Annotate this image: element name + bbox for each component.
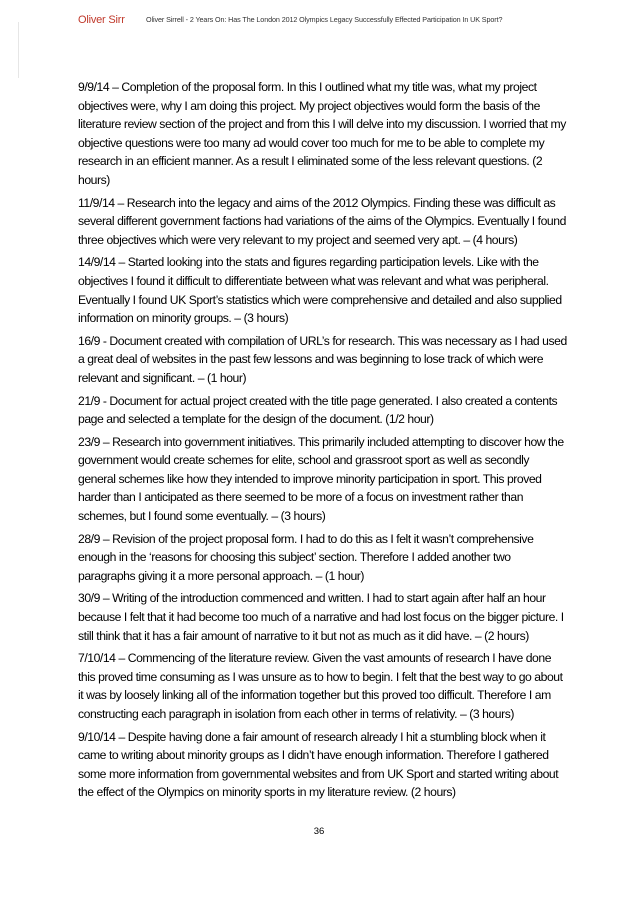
diary-log	[78, 78, 568, 806]
page-edge-line	[18, 22, 19, 78]
log-entry-6: 23/9 – Research into government initiatives. This primarily included attempting to discover how the government would create schemes for elite, school and grassroot sport as well as secondly general schemes like how they intended to improve minority participation in sport. This proved harder than I anticipated as there seemed to be more of a focus on investment rather than schemes, but I found some eventually. – (3 hours)	[78, 434, 564, 524]
log-entry-5: 21/9 - Document for actual project created with the title page generated. I also created a contents page and selected a template for the design of the document. (1/2 hour)	[78, 393, 558, 427]
log-entry-1: 9/9/14 – Completion of the proposal form. In this I outlined what my title was, what my project objectives were, why I am doing this project. My project objectives would form the basis of the literature review section of the project and from this I will delve into my discussion. I worried that my objective questions were too many ad would cover too much for me to be able to complete my research in an efficient manner. As a result I eliminated some of the less relevant questions. (2 hours)	[78, 80, 566, 187]
page-header	[78, 10, 618, 30]
page-number: 36	[313, 826, 325, 837]
log-entry-9: 7/10/14 – Commencing of the literature review. Given the vast amounts of research I have done this proved time consuming as I was unsure as to how to begin. I felt that the best way to go about it was by loosely linking all of the information together but this proved too difficult. Therefore I am constructing each paragraph in isolation from each other in terms of relativity. – (3 hours)	[78, 651, 563, 721]
log-entry-7: 28/9 – Revision of the project proposal form. I had to do this as I felt it wasn’t comprehensive enough in the ‘reasons for choosing this subject’ section. Therefore I added another two paragraphs giving it a more personal approach. – (1 hour)	[78, 531, 534, 583]
header-author: Oliver Sirr	[78, 14, 125, 26]
log-entry-8: 30/9 – Writing of the introduction commenced and written. I had to start again after half an hour because I felt that it had become too much of a narrative and had lost focus on the bigger picture. I still think that it has a fair amount of narrative to it but not as much as it did have. – (2 hours)	[78, 591, 564, 643]
header-title: Oliver Sirrell - 2 Years On: Has The London 2012 Olympics Legacy Successfully Effected Participation In UK Sport?	[146, 15, 503, 24]
log-entry-2: 11/9/14 – Research into the legacy and aims of the 2012 Olympics. Finding these was difficult as several different government factions had variations of the aims of the Olympics. Eventually I found three objectives which were very relevant to my project and seemed very apt. – (4 hours)	[78, 195, 566, 247]
log-entry-3: 14/9/14 – Started looking into the stats and figures regarding participation levels. Like with the objectives I found it difficult to differentiate between what was relevant and what was peripheral. Eventually I found UK Sport’s statistics which were comprehensive and detailed and also supplied information on minority groups. – (3 hours)	[78, 255, 562, 326]
log-entry-4: 16/9 - Document created with compilation of URL’s for research. This was necessary as I had used a great deal of websites in the past few lessons and was beginning to lose track of which were relevant and significant. – (1 hour)	[78, 333, 567, 385]
log-entry-10: 9/10/14 – Despite having done a fair amount of research already I hit a stumbling block when it came to writing about minority groups as I didn’t have enough information. Therefore I gathered some more information from governmental websites and from UK Sport and started writing about the effect of the Olympics on minority sports in my literature review. (2 hours)	[78, 729, 559, 800]
